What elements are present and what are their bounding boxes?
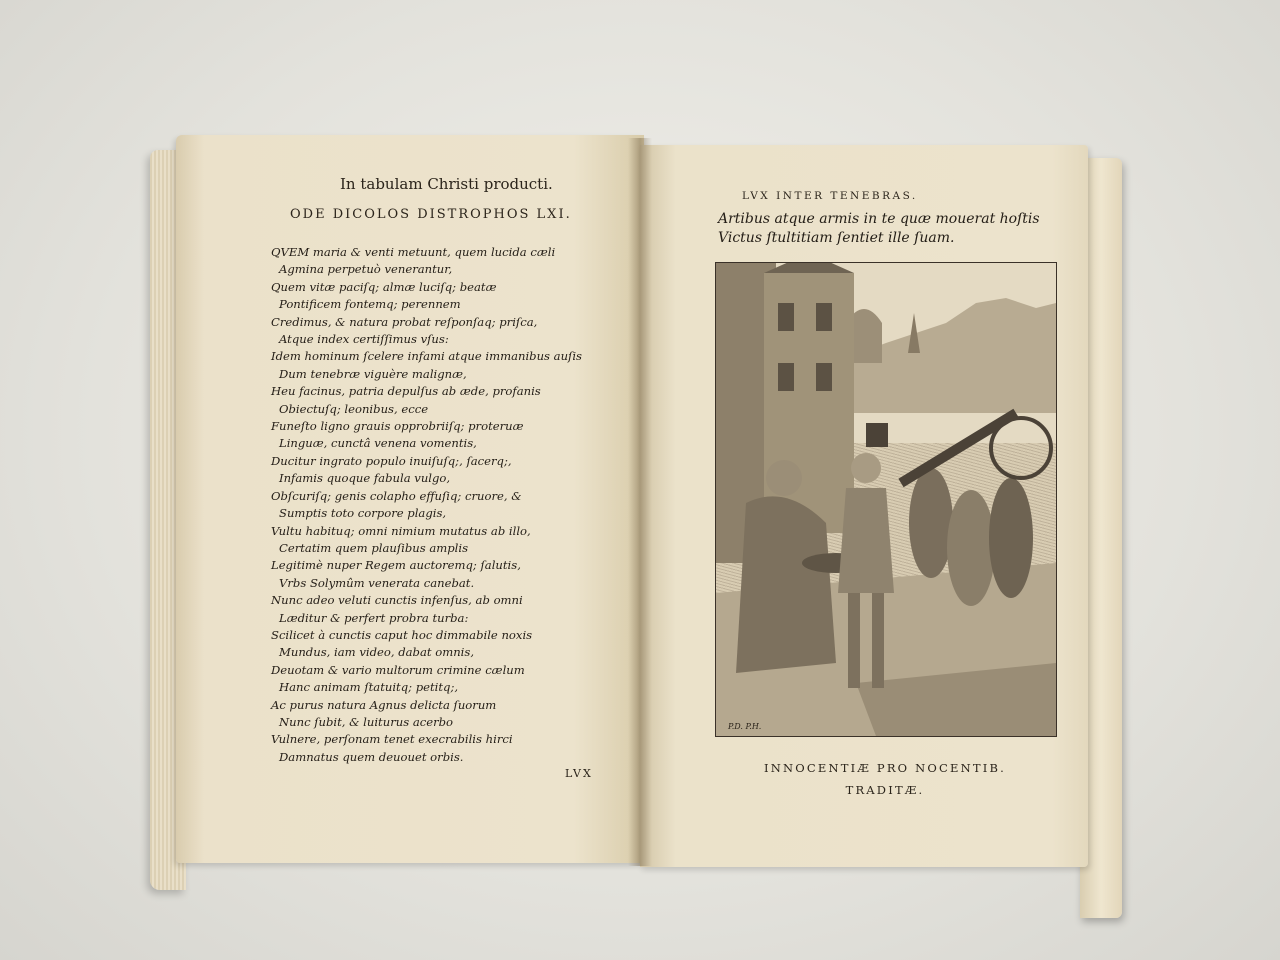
motto-line: Victus ſtultitiam ſentiet ille ſuam. — [718, 230, 955, 246]
poem-line: Idem hominum ſcelere infami atque immanibus auſis — [271, 349, 583, 364]
poem-line: Ac purus natura Agnus delicta ſuorum — [271, 697, 497, 712]
window — [816, 303, 832, 331]
poem-line: QVEM maria & venti metuunt, quem lucida cæli — [271, 245, 556, 259]
caption-line: INNOCENTIÆ PRO NOCENTIB. — [763, 761, 1007, 775]
poem-line: Obiectuſq; leonibus, ecce — [279, 401, 429, 416]
poem-line: Credimus, & natura probat reſponſaq; priſca, — [271, 314, 538, 329]
poem-line: Vrbs Solymûm venerata canebat. — [279, 575, 475, 590]
poem-line: Infamis quoque fabula vulgo, — [279, 471, 451, 486]
left-running-head: In tabulam Christi producti. — [340, 175, 553, 193]
seated-figure-head — [766, 460, 802, 496]
barred-window — [866, 423, 888, 447]
poem-line: Legitimè nuper Regem auctoremq; ſalutis, — [271, 558, 521, 573]
window — [816, 363, 832, 391]
youth-head — [851, 453, 881, 483]
poem-line: Nunc adeo veluti cunctis infenſus, ab omni — [271, 593, 523, 608]
poem-line: Funeſto ligno grauis opprobriiſq; proteruæ — [271, 419, 524, 434]
window — [778, 303, 794, 331]
poem-line: Sumptis toto corpore plagis, — [279, 506, 447, 521]
youth-body — [838, 488, 894, 593]
seated-figure-robe — [736, 496, 836, 673]
engraving-scene — [716, 263, 1056, 736]
youth-leg — [848, 593, 860, 688]
poem-line: Hanc animam ſtatuitq; petitq;, — [279, 680, 459, 695]
youth-leg — [872, 593, 884, 688]
poem-line: Ducitur ingrato populo inuiſuſq;, ſacerq;, — [271, 453, 512, 468]
poem-line: Damnatus quem deuouet orbis. — [279, 749, 464, 764]
book-gutter — [628, 138, 652, 866]
poem-line: Agmina perpetuò venerantur, — [279, 262, 453, 277]
poem-line: Vulnere, perſonam tenet execrabilis hirci — [271, 732, 513, 747]
poem-line: Scilicet à cunctis caput hoc dimmabile noxis — [271, 627, 533, 642]
engraving-signature: P.D. P.H. — [728, 722, 762, 731]
poem-line: Heu facinus, patria depulſus ab æde, profanis — [271, 384, 541, 399]
poem-line: Linguæ, cunctâ venena vomentis, — [279, 436, 477, 451]
poem-line: Atque index certiſſimus vſus: — [279, 332, 449, 347]
caption-line: TRADITÆ. — [845, 783, 925, 797]
engraving-illustration — [715, 262, 1057, 737]
procession-figure — [989, 478, 1033, 598]
poem-line: Nunc ſubit, & luiturus acerbo — [279, 714, 454, 729]
poem-line: Deuotam & vario multorum crimine cælum — [271, 662, 525, 677]
procession-figure — [909, 468, 953, 578]
right-running-head: LVX INTER TENEBRAS. — [742, 190, 918, 202]
emblem-motto — [718, 210, 1040, 248]
poem-text — [265, 244, 625, 766]
poem-line: Mundus, iam video, dabat omnis, — [279, 645, 474, 660]
poem-line: Vultu habituq; omni nimium mutatus ab illo, — [271, 523, 531, 538]
emblem-caption — [715, 757, 1055, 801]
poem-line: Læditur & perfert probra turba: — [279, 610, 469, 625]
procession-figure — [947, 490, 995, 606]
window — [778, 363, 794, 391]
poem-line: Quem vitæ paciſq; almæ luciſq; beatæ — [271, 279, 497, 294]
catchword: LVX — [565, 767, 593, 780]
ode-title: ODE DICOLOS DISTROPHOS LXI. — [290, 207, 572, 222]
poem-line: Certatim quem plauſibus amplis — [279, 540, 469, 555]
poem-line: Obſcuriſq; genis colapho effuſiq; cruore, & — [271, 488, 522, 503]
poem-line: Dum tenebræ viguère malignæ, — [279, 366, 467, 381]
poem-line: Pontificem fontemq; perennem — [279, 297, 461, 312]
motto-line: Artibus atque armis in te quæ mouerat hoſtis — [718, 211, 1040, 227]
